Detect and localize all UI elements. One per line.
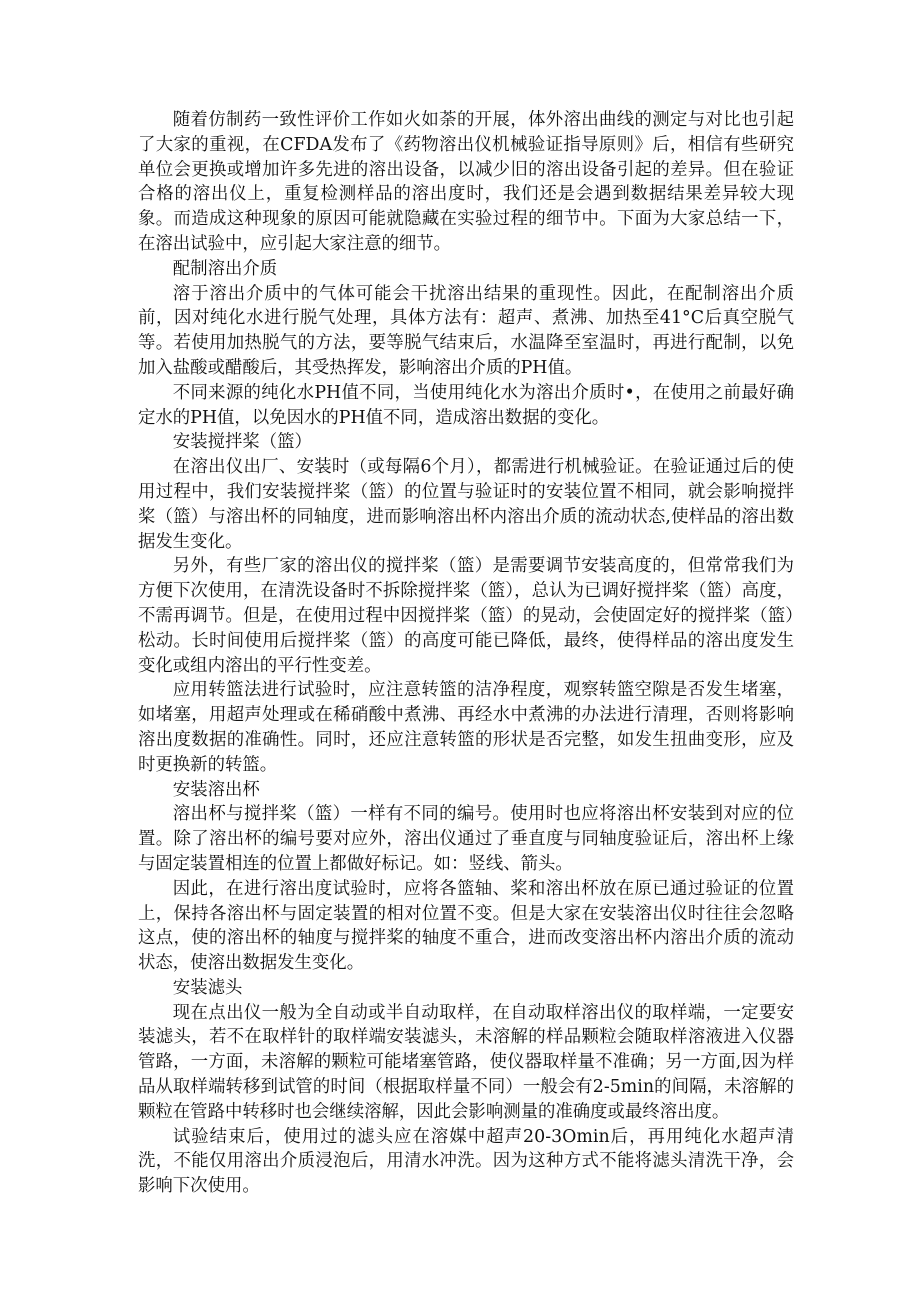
- section-heading-install-paddle: 安装搅拌桨（篮）: [172, 432, 312, 453]
- paragraph: 在溶出仪出厂、安装时（或每隔6个月），都需进行机械验证。在验证通过后的使用过程中，我们安装搅拌桨（篮）的位置与验证时的安装位置不相同，就会影响搅拌桨（篮）与溶出杯的同轴度，进而影响溶出杯内溶出介质的流动状态,使样品的溶出数据发生变化。: [138, 457, 794, 552]
- document-body: [138, 108, 794, 1199]
- paragraph: 现在点出仪一般为全自动或半自动取样，在自动取样溶出仪的取样端，一定要安装滤头，若不在取样针的取样端安装滤头，未溶解的样品颗粒会随取样溶液进入仪器管路，一方面，未溶解的颗粒可能堵塞管路，使仪器取样量不准确；另一方面,因为样品从取样端转移到试管的时间（根据取样量不同）一般会有2-5min的间隔，未溶解的颗粒在管路中转移时也会继续溶解，因此会影响测量的准确度或最终溶出度。: [138, 1002, 794, 1122]
- paragraph: 溶于溶出介质中的气体可能会干扰溶出结果的重现性。因此，在配制溶出介质前，因对纯化水进行脱气处理，具体方法有：超声、煮沸、加热至41°C后真空脱气等。若使用加热脱气的方法，要等脱气结束后，水温降至室温时，再进行配制，以免加入盐酸或醋酸后，其受热挥发，影响溶出介质的PH值。: [138, 283, 794, 378]
- section-heading-prepare-medium: 配制溶出介质: [172, 258, 278, 279]
- paragraph: 因此，在进行溶出度试验时，应将各篮轴、桨和溶出杯放在原已通过验证的位置上，保持各溶出杯与固定装置的相对位置不变。但是大家在安装溶出仪时往往会忽略这点，使的溶出杯的轴度与搅拌桨的轴度不重合，进而改变溶出杯内溶出介质的流动状态，使溶出数据发生变化。: [138, 878, 794, 974]
- paragraph: 不同来源的纯化水PH值不同，当使用纯化水为溶出介质时•，在使用之前最好确定水的PH值，以免因水的PH值不同，造成溶出数据的变化。: [138, 382, 794, 428]
- intro-paragraph: 随着仿制药一致性评价工作如火如荼的开展，体外溶出曲线的测定与对比也引起了大家的重视，在CFDA发布了《药物溶出仪机械验证指导原则》后，相信有些研究单位会更换或增加许多先进的溶出设备，以减少旧的溶出设备引起的差异。但在验证合格的溶出仪上，重复检测样品的溶出度时，我们还是会遇到数据结果差异较大现象。而造成这种现象的原因可能就隐藏在实验过程的细节中。下面为大家总结一下，在溶出试验中，应引起大家注意的细节。: [138, 110, 794, 254]
- section-heading-install-filter: 安装滤头: [172, 977, 243, 998]
- paragraph: 另外，有些厂家的溶出仪的搅拌桨（篮）是需要调节安装高度的，但常常我们为方便下次使用，在清洗设备时不拆除搅拌桨（篮），总认为已调好搅拌桨（篮）高度，不需再调节。但是，在使用过程中因搅拌桨（篮）的晃动，会使固定好的搅拌桨（篮）松动。长时间使用后搅拌桨（篮）的高度可能已降低，最终，使得样品的溶出度发生变化或组内溶出的平行性变差。: [138, 556, 794, 676]
- section-heading-install-vessel: 安装溶出杯: [172, 779, 260, 800]
- paragraph: 溶出杯与搅拌桨（篮）一样有不同的编号。使用时也应将溶出杯安装到对应的位置。除了溶出杯的编号要对应外，溶出仪通过了垂直度与同轴度验证后，溶出杯上缘与固定装置相连的位置上都做好标记。如：竖线、箭头。: [138, 804, 794, 874]
- paragraph: 应用转篮法进行试验时，应注意转篮的洁净程度，观察转篮空隙是否发生堵塞，如堵塞，用超声处理或在稀硝酸中煮沸、再经水中煮沸的办法进行清理，否则将影响溶出度数据的准确性。同时，还应注意转篮的形状是否完整，如发生扭曲变形，应及时更换新的转篮。: [138, 680, 794, 775]
- paragraph: 试验结束后，使用过的滤头应在溶媒中超声20-3Omin后，再用纯化水超声清洗，不能仅用溶出介质浸泡后，用清水冲洗。因为这种方式不能将滤头清洗干净，会影响下次使用。: [138, 1126, 794, 1197]
